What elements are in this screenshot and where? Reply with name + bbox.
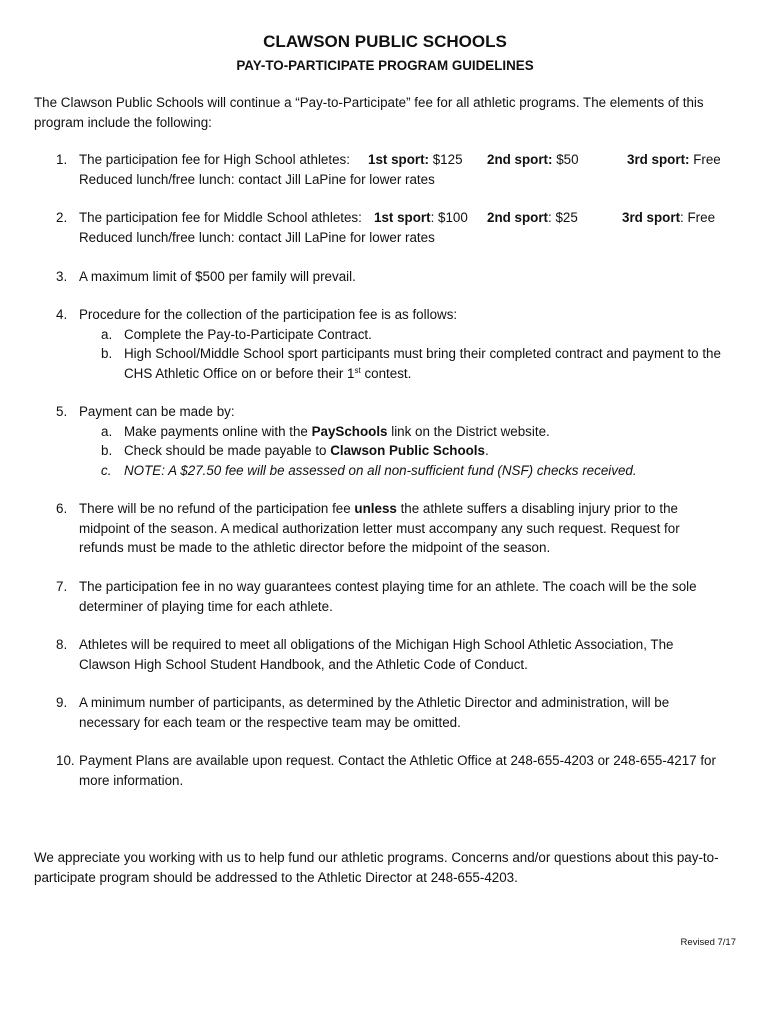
- item-number: 3.: [56, 269, 68, 284]
- payschools-link-text: PaySchools: [311, 423, 388, 439]
- item-text: Payment Plans are available upon request. Contact the Athletic Office at 248-655-4203 or 248-655-4217 for more information.: [79, 753, 716, 788]
- payee-name: Clawson Public Schools: [330, 443, 485, 458]
- item-number: 2.: [56, 210, 68, 225]
- item-text: A maximum limit of $500 per family will prevail.: [79, 269, 356, 284]
- sub-item-c: c. NOTE: A $27.50 fee will be assessed on all non-sufficient fund (NSF) checks received.: [101, 462, 637, 478]
- item-text: There will be no refund of the participation fee unless the athlete suffers a disabling injury prior to the midpoint of the season. A medical authorization letter must accompany any such request. Request for refunds must be made to the athletic director before the midpoint of the season.: [79, 501, 680, 555]
- sub-item-a: a. Make payments online with the PaySchools link on the District website.: [101, 423, 550, 439]
- first-sport-fee: 1st sport: $125: [368, 152, 463, 167]
- item-number: 10.: [56, 753, 75, 768]
- item-text: A minimum number of participants, as determined by the Athletic Director and administration, will be necessary for each team or the respective team may be omitted.: [79, 695, 670, 730]
- fee-row-middle-school: [79, 208, 724, 228]
- item-text: The participation fee in no way guarantees contest playing time for an athlete. The coach will be the sole determiner of playing time for each athlete.: [79, 579, 697, 614]
- reduced-lunch-note: Reduced lunch/free lunch: contact Jill LaPine for lower rates: [79, 171, 435, 187]
- item-number: 4.: [56, 307, 68, 322]
- second-sport-fee: 2nd sport: $25: [487, 210, 578, 225]
- sub-item-b: b. High School/Middle School sport participants must bring their completed contract and payment to the CHS Athletic Office on or before their 1st contest.: [101, 346, 721, 381]
- third-sport-fee: 3rd sport: Free: [627, 152, 721, 167]
- reduced-lunch-note: Reduced lunch/free lunch: contact Jill LaPine for lower rates: [79, 229, 435, 245]
- first-sport-fee: 1st sport: $100: [374, 210, 468, 225]
- fee-lead: The participation fee for High School athletes:: [79, 152, 350, 167]
- closing-paragraph: We appreciate you working with us to help fund our athletic programs. Concerns and/or questions about this pay-to-participate program should be addressed to the Athletic Director at 248-655-4203.: [34, 850, 719, 885]
- item-number: 9.: [56, 695, 68, 710]
- second-sport-fee: 2nd sport: $50: [487, 152, 579, 167]
- document-subtitle: PAY-TO-PARTICIPATE PROGRAM GUIDELINES: [236, 58, 534, 73]
- fee-row-high-school: [79, 150, 724, 170]
- item-number: 8.: [56, 637, 68, 652]
- intro-paragraph: The Clawson Public Schools will continue a “Pay-to-Participate” fee for all athletic programs. The elements of this program include the following:: [34, 95, 704, 130]
- fee-lead: The participation fee for Middle School athletes:: [79, 210, 362, 225]
- sub-item-a: a. Complete the Pay-to-Participate Contract.: [101, 326, 372, 342]
- item-number: 6.: [56, 501, 68, 516]
- item-text: Procedure for the collection of the participation fee is as follows:: [79, 307, 458, 322]
- sub-item-b: b. Check should be made payable to Clawson Public Schools.: [101, 443, 489, 458]
- item-number: 7.: [56, 579, 68, 594]
- document-title: CLAWSON PUBLIC SCHOOLS: [263, 32, 507, 51]
- item-text: Athletes will be required to meet all obligations of the Michigan High School Athletic Association, The Clawson High School Student Handbook, and the Athletic Code of Conduct.: [79, 637, 674, 672]
- item-text: Payment can be made by:: [79, 404, 235, 419]
- item-number: 5.: [56, 404, 68, 419]
- item-number: 1.: [56, 152, 68, 167]
- third-sport-fee: 3rd sport: Free: [622, 210, 716, 225]
- revision-note: Revised 7/17: [680, 937, 736, 948]
